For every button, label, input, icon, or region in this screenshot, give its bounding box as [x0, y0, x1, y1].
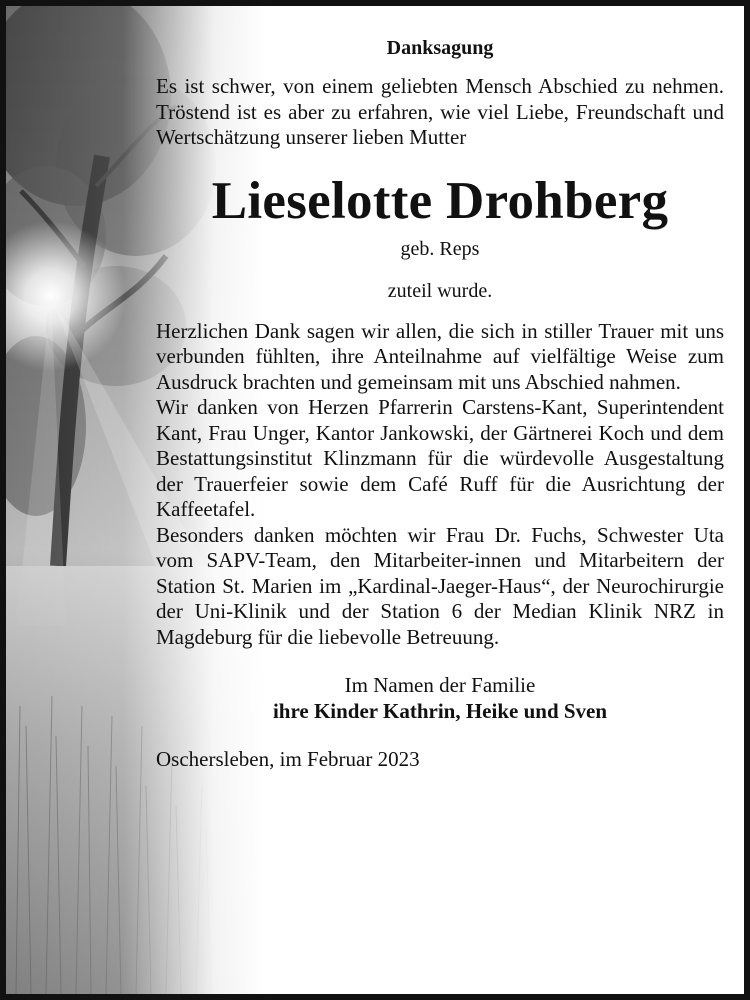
thanks-paragraph-general: Herzlichen Dank sagen wir allen, die sich in stiller Trauer mit uns verbunden fühlten, ihre Anteilnahme auf vielfältige Weise zum Ausdruck brachten und gemeinsam mit uns Abschied nahmen.	[156, 318, 724, 394]
deceased-name: Lieselotte Drohberg	[211, 171, 669, 230]
family-line: Im Namen der Familie	[344, 673, 536, 697]
place-date: Oschersleben, im Februar 2023	[156, 747, 420, 771]
intro-closing: zuteil wurde.	[387, 279, 493, 302]
notice-content	[156, 28, 724, 772]
signature-block	[156, 672, 724, 724]
signatories: ihre Kinder Kathrin, Heike und Sven	[272, 699, 608, 723]
thanks-paragraph-ceremony: Wir danken von Herzen Pfarrerin Carstens-Kant, Superintendent Kant, Frau Unger, Kantor Jankowski, der Gärtnerei Koch und dem Bestattungsinstitut Klinzmann für die würdevolle Ausgestaltung der Trauerfeier sowie dem Café Ruff für die Ausrichtung der Kaffeetafel.	[156, 395, 724, 521]
birth-name: geb. Reps	[400, 237, 480, 260]
intro-text: Es ist schwer, von einem geliebten Mensch Abschied zu nehmen. Tröstend ist es aber zu erfahren, wie viel Liebe, Freundschaft und Wertschätzung unserer lieben Mutter	[156, 74, 724, 149]
notice-heading: Danksagung	[386, 37, 494, 59]
thanks-paragraph-care: Besonders danken möchten wir Frau Dr. Fuchs, Schwester Uta vom SAPV-Team, den Mitarbeiter-innen und Mitarbeitern der Station St. Marien im „Kardinal-Jaeger-Haus“, der Neurochirurgie der Uni-Klinik und der Station 6 der Median Klinik NRZ in Magdeburg für die liebevolle Betreuung.	[156, 522, 724, 649]
